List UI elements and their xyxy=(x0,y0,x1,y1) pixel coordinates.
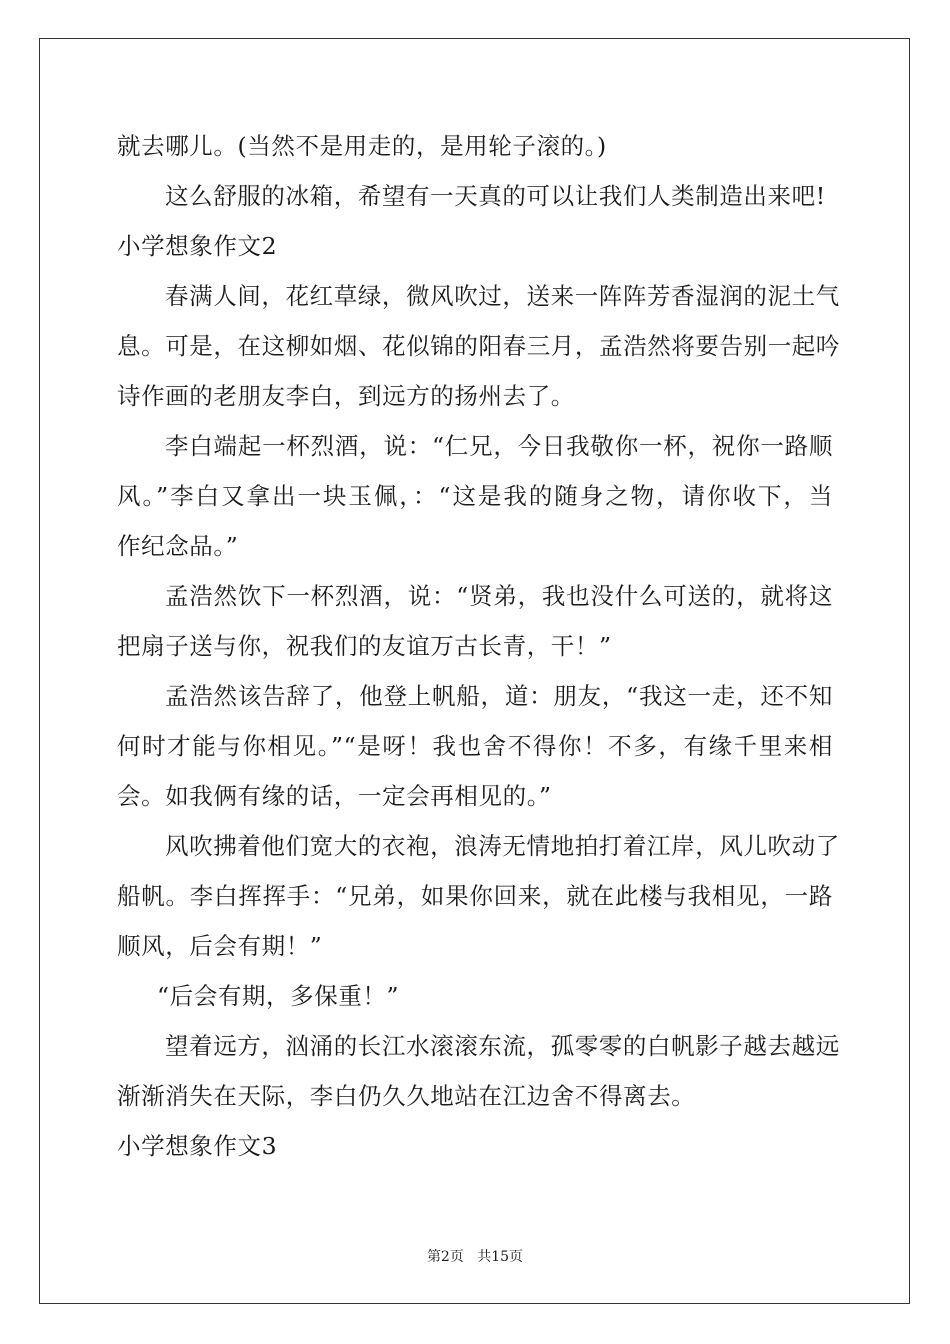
text-line: 顺风，后会有期！” xyxy=(117,932,323,960)
text-line: 渐渐消失在天际，李白仍久久地站在江边舍不得离去。 xyxy=(117,1082,696,1110)
text-line: 作纪念品。” xyxy=(117,532,239,560)
text-line: 风吹拂着他们宽大的衣袍，浪涛无情地拍打着江岸，风儿吹动了 xyxy=(165,832,840,860)
text-line: 李白端起一杯烈酒，说：“仁兄，今日我敬你一杯，祝你一路顺 xyxy=(165,432,833,460)
text-line: 何时才能与你相见。”“是呀！我也舍不得你！不多，有缘千里来相 xyxy=(117,732,833,760)
section-heading: 小学想象作文3 xyxy=(117,1132,278,1160)
text-line: 风。”李白又拿出一块玉佩，：“这是我的随身之物，请你收下，当 xyxy=(117,482,833,510)
page-total: 共15页 xyxy=(477,1249,524,1265)
page-number: 第2页 xyxy=(426,1249,464,1265)
text-line: 就去哪儿。(当然不是用走的，是用轮子滚的。) xyxy=(117,132,607,160)
text-line: 这么舒服的冰箱，希望有一天真的可以让我们人类制造出来吧! xyxy=(165,182,826,210)
section-heading: 小学想象作文2 xyxy=(117,232,278,260)
page-footer xyxy=(0,1248,950,1266)
text-line: 孟浩然该告辞了，他登上帆船，道：朋友，“我这一走，还不知 xyxy=(165,682,833,710)
text-line: 把扇子送与你，祝我们的友谊万古长青，干！” xyxy=(117,632,612,660)
text-line: 诗作画的老朋友李白，到远方的扬州去了。 xyxy=(117,382,575,410)
text-line: 会。如我俩有缘的话，一定会再相见的。” xyxy=(117,782,552,810)
text-line: “后会有期，多保重！” xyxy=(157,982,400,1010)
text-line: 望着远方，汹涌的长江水滚滚东流，孤零零的白帆影子越去越远 xyxy=(165,1032,840,1060)
text-line: 息。可是，在这柳如烟、花似锦的阳春三月，孟浩然将要告别一起吟 xyxy=(117,332,840,360)
text-line: 孟浩然饮下一杯烈酒，说：“贤弟，我也没什么可送的，就将这 xyxy=(165,582,833,610)
text-line: 船帆。李白挥挥手：“兄弟，如果你回来，就在此楼与我相见，一路 xyxy=(117,882,833,910)
text-line: 春满人间，花红草绿，微风吹过，送来一阵阵芳香湿润的泥土气 xyxy=(165,282,840,310)
